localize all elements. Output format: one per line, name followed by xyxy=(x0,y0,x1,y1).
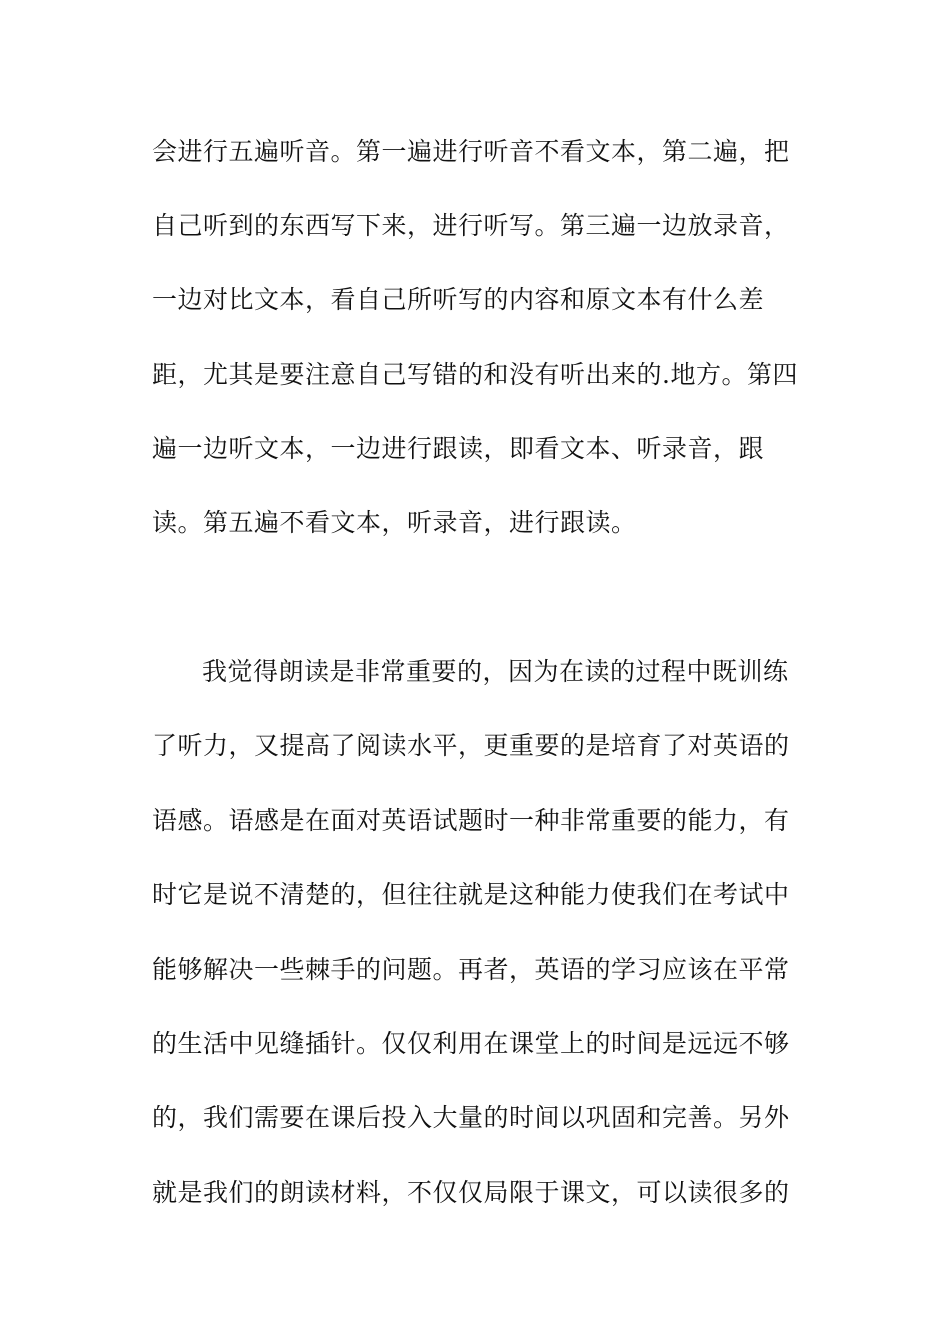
text-line: 的生活中见缝插针。仅仅利用在课堂上的时间是远远不够 xyxy=(152,1029,790,1058)
text-line: 遍一边听文本，一边进行跟读，即看文本、听录音，跟 xyxy=(152,434,765,463)
text-line: 的，我们需要在课后投入大量的时间以巩固和完善。另外 xyxy=(152,1103,790,1132)
text-line: 读。第五遍不看文本，听录音，进行跟读。 xyxy=(152,508,637,537)
text-line: 就是我们的朗读材料，不仅仅局限于课文，可以读很多的 xyxy=(152,1178,790,1207)
text-line: 会进行五遍听音。第一遍进行听音不看文本，第二遍，把 xyxy=(152,137,790,166)
text-line: 一边对比文本，看自己所听写的内容和原文本有什么差 xyxy=(152,285,765,314)
text-line: 了听力，又提高了阅读水平，更重要的是培育了对英语的 xyxy=(152,731,790,760)
text-line: 我觉得朗读是非常重要的，因为在读的过程中既训练 xyxy=(202,657,789,686)
text-line: 时它是说不清楚的，但往往就是这种能力使我们在考试中 xyxy=(152,880,790,909)
text-line: 距，尤其是要注意自己写错的和没有听出来的.地方。第四 xyxy=(152,360,798,389)
text-line: 自己听到的东西写下来，进行听写。第三遍一边放录音， xyxy=(152,211,790,240)
text-line: 能够解决一些棘手的问题。再者，英语的学习应该在平常 xyxy=(152,955,790,984)
text-line: 语感。语感是在面对英语试题时一种非常重要的能力，有 xyxy=(152,806,790,835)
